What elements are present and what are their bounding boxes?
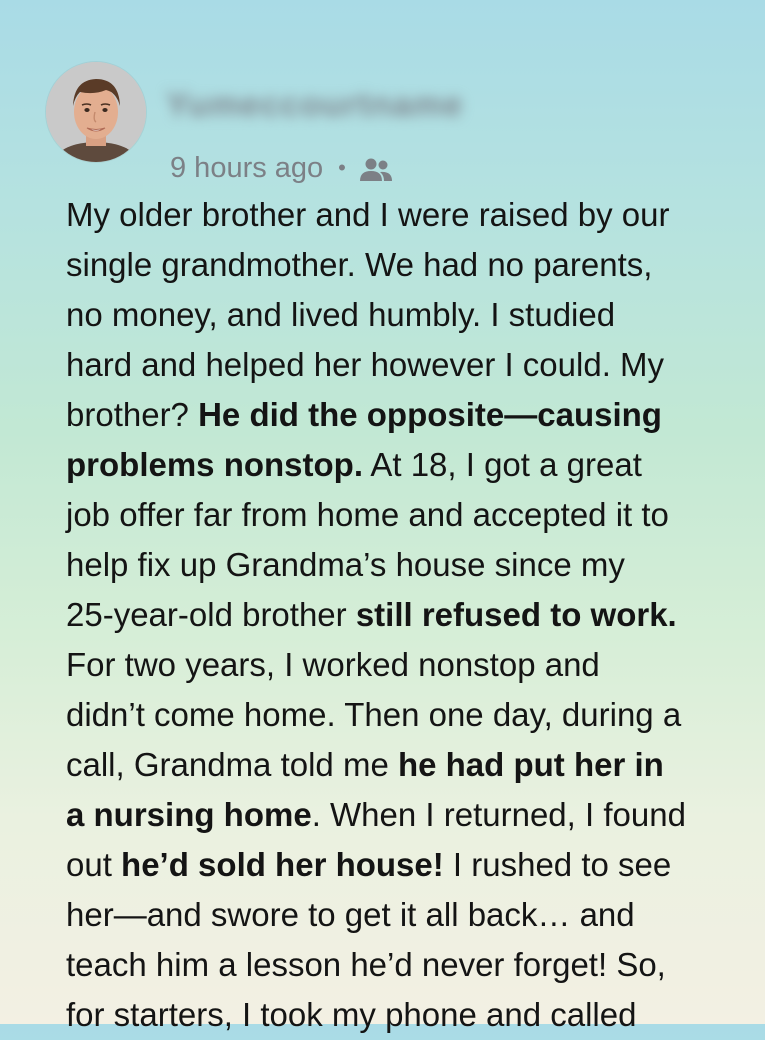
post-text-segment: At 18, I got a great	[363, 446, 642, 483]
post-text-segment: out	[66, 846, 122, 883]
username[interactable]: Yumeccourtname	[166, 86, 464, 124]
post-text-segment: job offer far from home and accepted it to	[66, 496, 669, 533]
avatar-image	[46, 62, 146, 162]
post-text-segment: I rushed to see	[443, 846, 672, 883]
post-text-bold: problems nonstop.	[66, 446, 363, 483]
post-text-segment: 25-year-old brother	[66, 596, 356, 633]
post-text	[66, 190, 765, 1040]
post-text-segment: teach him a lesson he’d never forget! So,	[66, 946, 666, 983]
post-text-segment: for starters, I took my phone and called	[66, 996, 637, 1033]
post-text-line	[66, 640, 765, 690]
post-text-segment: no money, and lived humbly. I studied	[66, 296, 616, 333]
post-text-line	[66, 590, 765, 640]
post-text-line	[66, 190, 765, 240]
post-text-line	[66, 540, 765, 590]
avatar[interactable]	[46, 62, 146, 162]
post-text-segment: My older brother and I were raised by our	[66, 196, 670, 233]
post-text-line	[66, 440, 765, 490]
post-text-line	[66, 790, 765, 840]
friends-icon[interactable]	[359, 156, 393, 182]
post-text-line	[66, 940, 765, 990]
post-text-segment: didn’t come home. Then one day, during a	[66, 696, 682, 733]
post-text-line	[66, 690, 765, 740]
post-text-line	[66, 490, 765, 540]
post-text-segment: hard and helped her however I could. My	[66, 346, 665, 383]
post-text-bold: still refused to work.	[355, 596, 677, 633]
post-text-segment: brother?	[66, 396, 199, 433]
post-text-segment: single grandmother. We had no parents,	[66, 246, 653, 283]
post-text-line	[66, 290, 765, 340]
post-text-segment: call, Grandma told me	[66, 746, 398, 783]
timestamp[interactable]: 9 hours ago	[170, 152, 324, 184]
post-text-segment: . When I returned, I found	[311, 796, 686, 833]
post-text-segment: For two years, I worked nonstop and	[66, 646, 600, 683]
post-text-segment: her—and swore to get it all back… and	[66, 896, 635, 933]
post-text-line	[66, 990, 765, 1040]
post-meta	[170, 152, 393, 185]
post-text-line	[66, 340, 765, 390]
post-text-line	[66, 840, 765, 890]
post-text-line	[66, 890, 765, 940]
meta-separator: •	[338, 154, 346, 180]
post-text-bold: he had put her in	[397, 746, 664, 783]
post-text-segment: help fix up Grandma’s house since my	[66, 546, 625, 583]
post-text-bold: He did the opposite—causing	[198, 396, 662, 433]
post-text-line	[66, 240, 765, 290]
post-text-bold: he’d sold her house!	[121, 846, 444, 883]
post-text-line	[66, 740, 765, 790]
post-text-line	[66, 390, 765, 440]
post-text-bold: a nursing home	[66, 796, 312, 833]
